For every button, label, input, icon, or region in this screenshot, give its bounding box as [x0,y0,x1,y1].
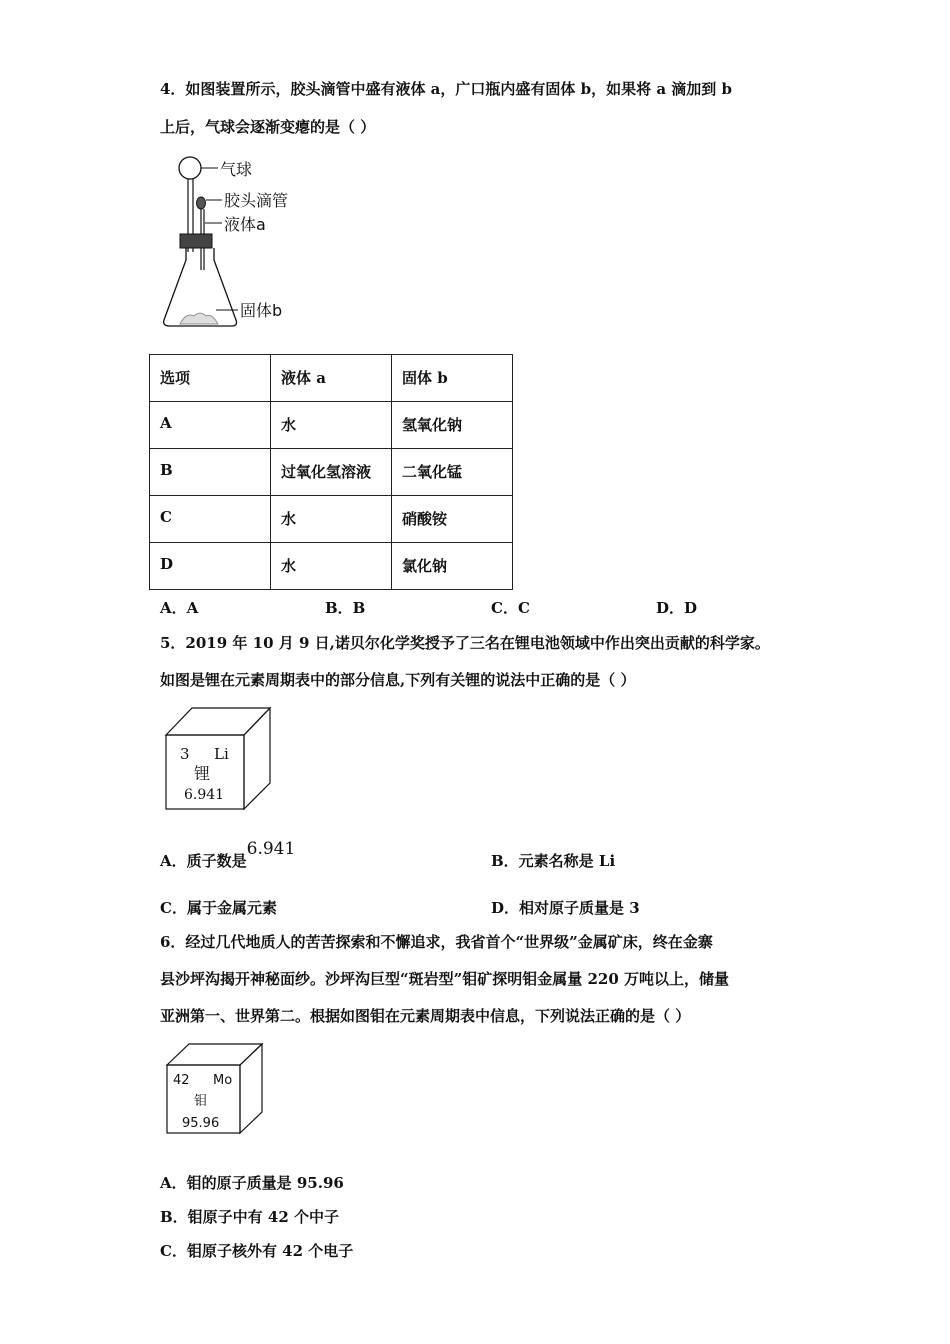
balloon-shape [179,157,201,179]
q5-option-a-prefix: A．质子数是 [160,852,247,870]
mo-mass: 95.96 [182,1116,220,1131]
table-cell: 过氧化氢溶液 [271,449,392,496]
q4-stem-line-2: 上后，气球会逐渐变瘪的是（ ） [160,118,376,136]
table-cell: A [150,402,271,449]
mo-symbol: Mo [213,1073,233,1088]
q4-option-b[interactable]: B．B [325,599,366,617]
table-row [150,496,513,543]
q4-stem-line-1: 4．如图装置所示，胶头滴管中盛有液体 a，广口瓶内盛有固体 b，如果将 a 滴加到 b [160,80,732,98]
q5-option-b[interactable]: B．元素名称是 Li [491,852,616,870]
label-liquid-a: 液体a [224,215,266,234]
table-cell: 氢氧化钠 [392,402,513,449]
table-row [150,449,513,496]
table-cell: 硝酸铵 [392,496,513,543]
label-balloon: 气球 [220,160,253,179]
table-cell: 水 [271,543,392,590]
label-solid-b: 固体b [240,301,283,320]
q4-option-d[interactable]: D．D [656,599,698,617]
q6-stem-line-3: 亚洲第一、世界第二。根据如图钼在元素周期表中信息，下列说法正确的是（ ） [160,1007,691,1025]
q6-option-b[interactable]: B．钼原子中有 42 个中子 [160,1208,339,1226]
q5-option-d[interactable]: D．相对原子质量是 3 [491,899,640,917]
q5-stem-line-1: 5．2019 年 10 月 9 日,诺贝尔化学奖授予了三名在锂电池领域中作出突出贡献的科学家。 [160,634,770,652]
molybdenum-element-cube [164,1042,266,1136]
table-cell: 水 [271,496,392,543]
li-mass: 6.941 [184,787,225,803]
dropper-bulb [197,197,206,209]
table-header-cell: 固体 b [392,355,513,402]
table-cell: 水 [271,402,392,449]
lithium-element-cube [162,705,274,813]
li-name: 锂 [194,764,211,783]
q5-option-a-value: 6.941 [246,839,296,859]
mo-name: 钼 [194,1094,208,1109]
q5-stem-line-2: 如图是锂在元素周期表中的部分信息,下列有关锂的说法中正确的是（ ） [160,671,636,689]
q6-option-c[interactable]: C．钼原子核外有 42 个电子 [160,1242,354,1260]
table-row [150,402,513,449]
li-symbol: Li [214,745,229,763]
q5-option-c[interactable]: C．属于金属元素 [160,899,277,917]
q6-stem-line-2: 县沙坪沟揭开神秘面纱。沙坪沟巨型“斑岩型”钼矿探明钼金属量 220 万吨以上，储量 [160,970,730,988]
table-cell: C [150,496,271,543]
table-cell: 二氧化锰 [392,449,513,496]
apparatus-diagram [160,150,340,335]
q4-option-a[interactable]: A．A [160,599,199,617]
table-cell: D [150,543,271,590]
q5-option-a[interactable] [160,839,296,871]
table-header-cell: 选项 [150,355,271,402]
table-cell: 氯化钠 [392,543,513,590]
table-cell: B [150,449,271,496]
li-atomic-number: 3 [180,745,190,763]
mo-atomic-number: 42 [173,1073,190,1088]
table-header-row [150,355,513,402]
q4-options-table [149,354,513,590]
q4-option-c[interactable]: C．C [491,599,530,617]
q6-stem-line-1: 6．经过几代地质人的苦苦探索和不懈追求，我省首个“世界级”金属矿床，终在金寨 [160,933,713,951]
label-dropper: 胶头滴管 [224,191,289,210]
table-row [150,543,513,590]
stopper [180,234,212,248]
table-header-cell: 液体 a [271,355,392,402]
q6-option-a[interactable]: A．钼的原子质量是 95.96 [160,1174,344,1192]
